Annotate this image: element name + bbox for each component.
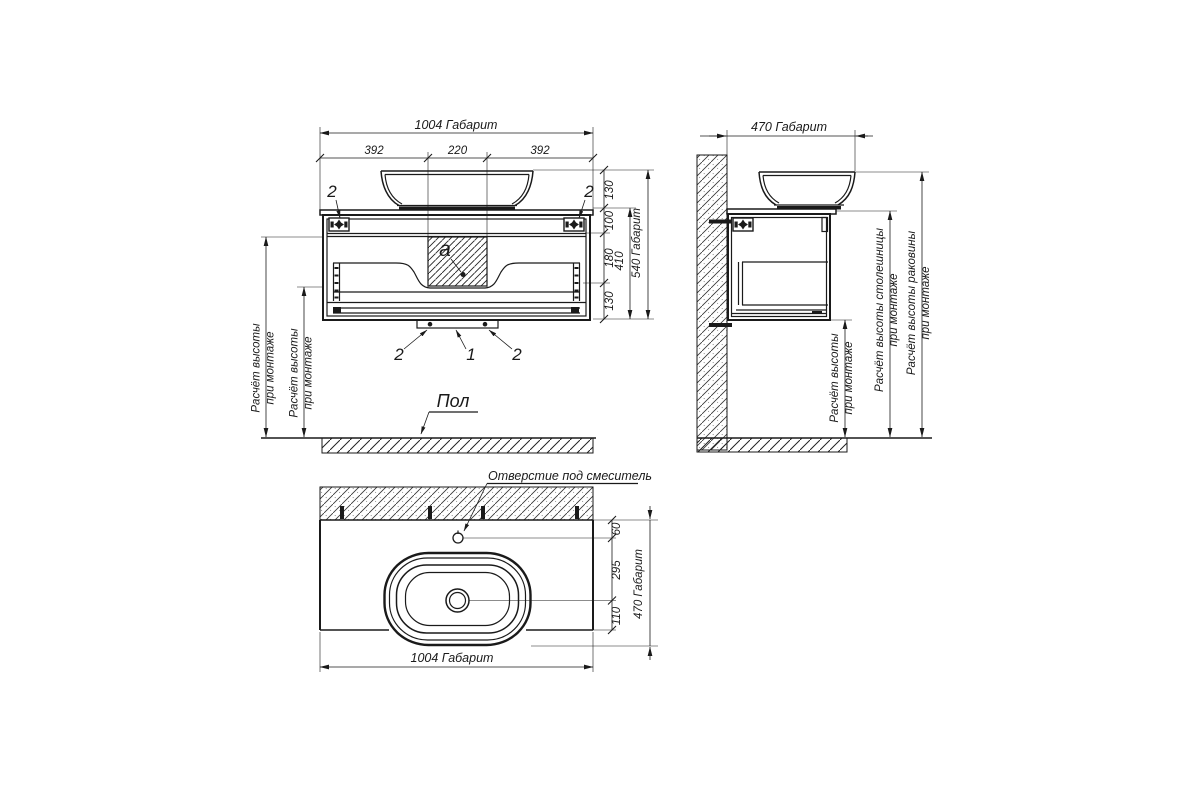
dim-label-60: 60	[611, 522, 623, 536]
dim-label-470-plan: 470 Габарит	[633, 549, 645, 619]
dim-label-470-side: 470 Габарит	[751, 120, 827, 134]
dim-label-180: 180	[604, 248, 616, 268]
floor-callout	[421, 391, 478, 434]
wall-bolt-top	[709, 220, 732, 224]
sink-basin-plan	[385, 553, 531, 645]
callout-a: a	[439, 238, 451, 261]
drawer-slide-right	[574, 263, 580, 301]
mount-note-line1: Расчёт высоты	[250, 323, 263, 413]
callout-bottom-left	[393, 330, 427, 364]
wall-plan	[320, 487, 593, 520]
side-sink-note-line2: при монтаже	[920, 266, 932, 340]
dim-side-mount-height	[829, 320, 855, 437]
callout-2-topleft: 2	[327, 182, 337, 201]
faucet-hole-label: Отверстие под смеситель	[488, 469, 652, 483]
siphon-panel	[428, 237, 487, 286]
side-mount-note-line2: при монтаже	[843, 341, 855, 415]
side-mount-note-line1: Расчёт высоты	[829, 333, 841, 423]
side-countertop-note-line2: при монтаже	[888, 273, 900, 347]
dim-label-1004-plan: 1004 Габарит	[410, 651, 494, 665]
dim-label-220: 220	[447, 145, 468, 157]
mount-bracket-right-icon	[564, 218, 584, 231]
faucet-hole	[453, 531, 463, 544]
dim-label-392-right: 392	[530, 145, 550, 157]
dim-label-110: 110	[611, 606, 623, 626]
callout-2-botright: 2	[512, 345, 522, 364]
callout-bracket-left	[326, 182, 340, 218]
dim-label-130-bottom: 130	[604, 291, 616, 311]
callout-bottom-right	[489, 330, 522, 364]
side-countertop-note-line1: Расчёт высоты столешницы	[874, 228, 886, 392]
dim-label-540: 540 Габарит	[631, 208, 643, 278]
dim-label-410: 410	[614, 251, 626, 271]
plan-view	[320, 469, 658, 672]
side-sink-note-line1: Расчёт высоты раковины	[906, 230, 918, 376]
mount-note-line2: при монтаже	[264, 331, 277, 405]
dim-label-130-top: 130	[604, 180, 616, 200]
mount-bracket-side-icon	[733, 218, 753, 231]
mount-note2-line1: Расчёт высоты	[288, 328, 301, 418]
floor-side	[697, 438, 932, 452]
dim-label-1004-top: 1004 Габарит	[414, 118, 498, 132]
wall-bolt-bottom	[709, 323, 732, 327]
sink-bowl-side	[759, 172, 855, 210]
mount-note2-line2: при монтаже	[302, 336, 315, 410]
callout-2-topright: 2	[584, 182, 594, 201]
floor-label: Пол	[436, 391, 470, 411]
callout-bottom-center	[456, 330, 476, 364]
dim-front-total-width	[320, 118, 593, 210]
dim-label-100: 100	[604, 210, 616, 231]
dim-label-295: 295	[611, 560, 623, 580]
dim-label-392-left: 392	[364, 145, 384, 157]
dim-front-mount-height-2	[289, 287, 324, 437]
wall-section	[697, 155, 727, 450]
side-view	[697, 120, 932, 452]
callout-bracket-right	[579, 182, 594, 218]
drawer-slide-left	[334, 263, 340, 301]
floor-front	[261, 438, 596, 453]
mount-bracket-left-icon	[329, 218, 349, 231]
front-view	[251, 118, 655, 453]
callout-2-botleft: 2	[394, 345, 404, 364]
sink-bowl-front	[381, 171, 533, 210]
cabinet-side	[709, 214, 830, 327]
callout-1: 1	[466, 345, 476, 364]
